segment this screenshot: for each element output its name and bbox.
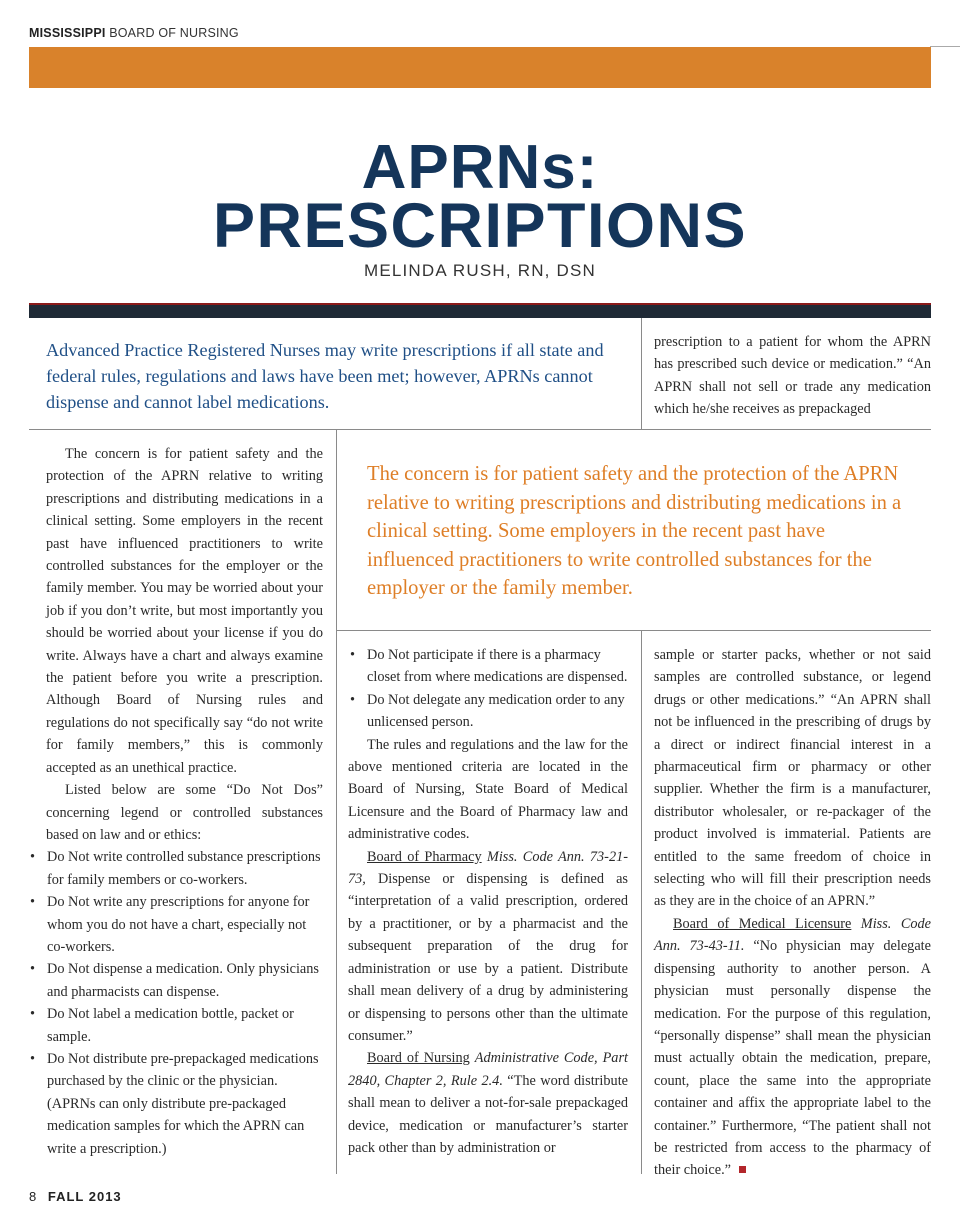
- page-footer: [29, 1189, 122, 1204]
- do-not-item: • Do Not dispense a medication. Only physicians and pharmacists can dispense.: [28, 958, 323, 1003]
- medical-licensure-text: “No physician may delegate dispensing authority to another person. A physician must personally dispense the medication. For the purpose of this regulation, “personally dispense” shall mean the physician must actually obtain the medication, prepare, count, place the same into the appropriate container and affix the appropriate label to the container.” Furthermore, “The patient shall not be restricted from access to the pharmacy of their choice.”: [654, 938, 931, 1179]
- masthead-state: MISSISSIPPI: [29, 26, 106, 40]
- do-not-note: (APRNs can only distribute pre-packaged medication samples for which the APRN can write a prescription.): [47, 1095, 305, 1157]
- page-title-line1: APRNs:: [361, 133, 599, 202]
- pullquote-bottom-rule: [336, 630, 931, 631]
- title-divider-bar: [29, 303, 931, 318]
- do-not-item: • Do Not participate if there is a pharmacy closet from where medications are dispensed.: [348, 644, 628, 689]
- column-1-paragraph-2: Listed below are some “Do Not Dos” concerning legend or controlled substances based on law and or ethics:: [46, 782, 323, 843]
- top-edge-rule: [930, 46, 960, 47]
- column-3-paragraph-1: sample or starter packs, whether or not said samples are controlled substance, or legend drugs or other medications.” “An APRN shall not be influenced in the prescribing of drugs by a direct or indirect financial interest in a pharmaceutical firm or pharmacy or other supplier. Whether the firm is a manufacturer, distributor wholesaler, or re-packager of the product involved is immaterial. Patients are entitled to the same freedom of choice in selecting who will fill their prescription needs as they are in the choice of an APRN.”: [654, 647, 931, 910]
- do-not-item: • Do Not write controlled substance prescriptions for family members or co-workers.: [28, 846, 323, 891]
- column-3-paragraph-2: [654, 913, 931, 1182]
- author-byline: MELINDA RUSH, RN, DSN: [363, 261, 597, 280]
- do-not-item: • Do Not delegate any medication order to any unlicensed person.: [348, 689, 628, 734]
- column-2: [348, 644, 628, 1159]
- medical-licensure-citation: Miss. Code Ann. 73-43-11.: [654, 915, 931, 955]
- column-2-paragraph-3: [348, 1047, 628, 1159]
- column-3-top-text: prescription to a patient for whom the APRN has prescribed such device or medication.” “An APRN shall not sell or trade any medication which he/she receives as prepackaged: [654, 334, 931, 418]
- board-of-nursing-heading: Board of Nursing: [367, 1050, 470, 1067]
- article-end-mark: [739, 1166, 746, 1173]
- nursing-citation: Administrative Code, Part 2840, Chapter 2, Rule 2.4.: [348, 1050, 628, 1089]
- page-number: 8: [29, 1189, 37, 1204]
- intro-column-divider: [641, 318, 642, 429]
- masthead: [29, 26, 239, 40]
- do-not-list-continued: [348, 644, 628, 734]
- do-not-item: • Do Not distribute pre-prepackaged medications purchased by the clinic or the physician.: [28, 1048, 323, 1093]
- column-1: [46, 443, 323, 1160]
- masthead-board: BOARD OF NURSING: [109, 26, 239, 40]
- column-3-top: [654, 331, 931, 421]
- column-1-divider: [336, 429, 337, 1174]
- column-2-divider: [641, 630, 642, 1174]
- page-title-line2: PRESCRIPTIONS: [212, 191, 748, 261]
- nursing-text: “The word distribute shall mean to deliver a not-for-sale prepackaged device, medication or manufacturer’s starter pack other than by administration or: [348, 1072, 629, 1156]
- pharmacy-citation: Miss. Code Ann. 73-21-73,: [348, 848, 629, 888]
- board-of-medical-licensure-heading: Board of Medical Licensure: [673, 915, 852, 932]
- board-of-pharmacy-heading: Board of Pharmacy: [367, 848, 482, 865]
- pharmacy-text: Dispense or dispensing is defined as “interpretation of a valid prescription, ordered by a practitioner, or by a pharmacist and the subsequent preparation of the drug for administration or use by a patient. Distribute shall mean delivery of a drug by administering or dispensing to persons other than the ultimate consumer.”: [348, 871, 629, 1044]
- do-not-list: [28, 846, 323, 1160]
- column-3: [654, 644, 931, 1182]
- do-not-item: • Do Not label a medication bottle, packet or sample.: [28, 1003, 323, 1048]
- issue-season: FALL 2013: [47, 1189, 122, 1204]
- column-2-paragraph-2: [348, 846, 628, 1048]
- pull-quote: The concern is for patient safety and the protection of the APRN relative to writing prescriptions and distributing medications in a clinical setting. Some employers in the recent past have influenced practitioners to write controlled substances for the employer or the family member.: [367, 463, 902, 600]
- intro-bottom-rule: [29, 429, 931, 430]
- orange-banner: [29, 47, 931, 88]
- do-not-item: • Do Not write any prescriptions for anyone for whom you do not have a chart, especially not co-workers.: [28, 891, 323, 958]
- intro-deck: Advanced Practice Registered Nurses may write prescriptions if all state and federal rules, regulations and laws have been met; however, APRNs cannot dispense and cannot label medications.: [46, 340, 604, 412]
- column-2-paragraph-1: The rules and regulations and the law for the above mentioned criteria are located in the Board of Nursing, State Board of Medical Licensure and the Board of Pharmacy law and administrative codes.: [348, 736, 628, 843]
- column-1-paragraph-1: The concern is for patient safety and the protection of the APRN relative to writing prescriptions and distributing medications in a clinical setting. Some employers in the recent past have influenced practitioners to write controlled substances for the employer or the family member. You may be worried about your job if you don’t write, but most importantly you should be worried about your license if you do write. Always have a chart and always examine the patient before you write a prescription. Although Board of Nursing rules and regulations do not specifically say “do not write for family members,” this is commonly accepted as an unethical practice.: [46, 446, 323, 776]
